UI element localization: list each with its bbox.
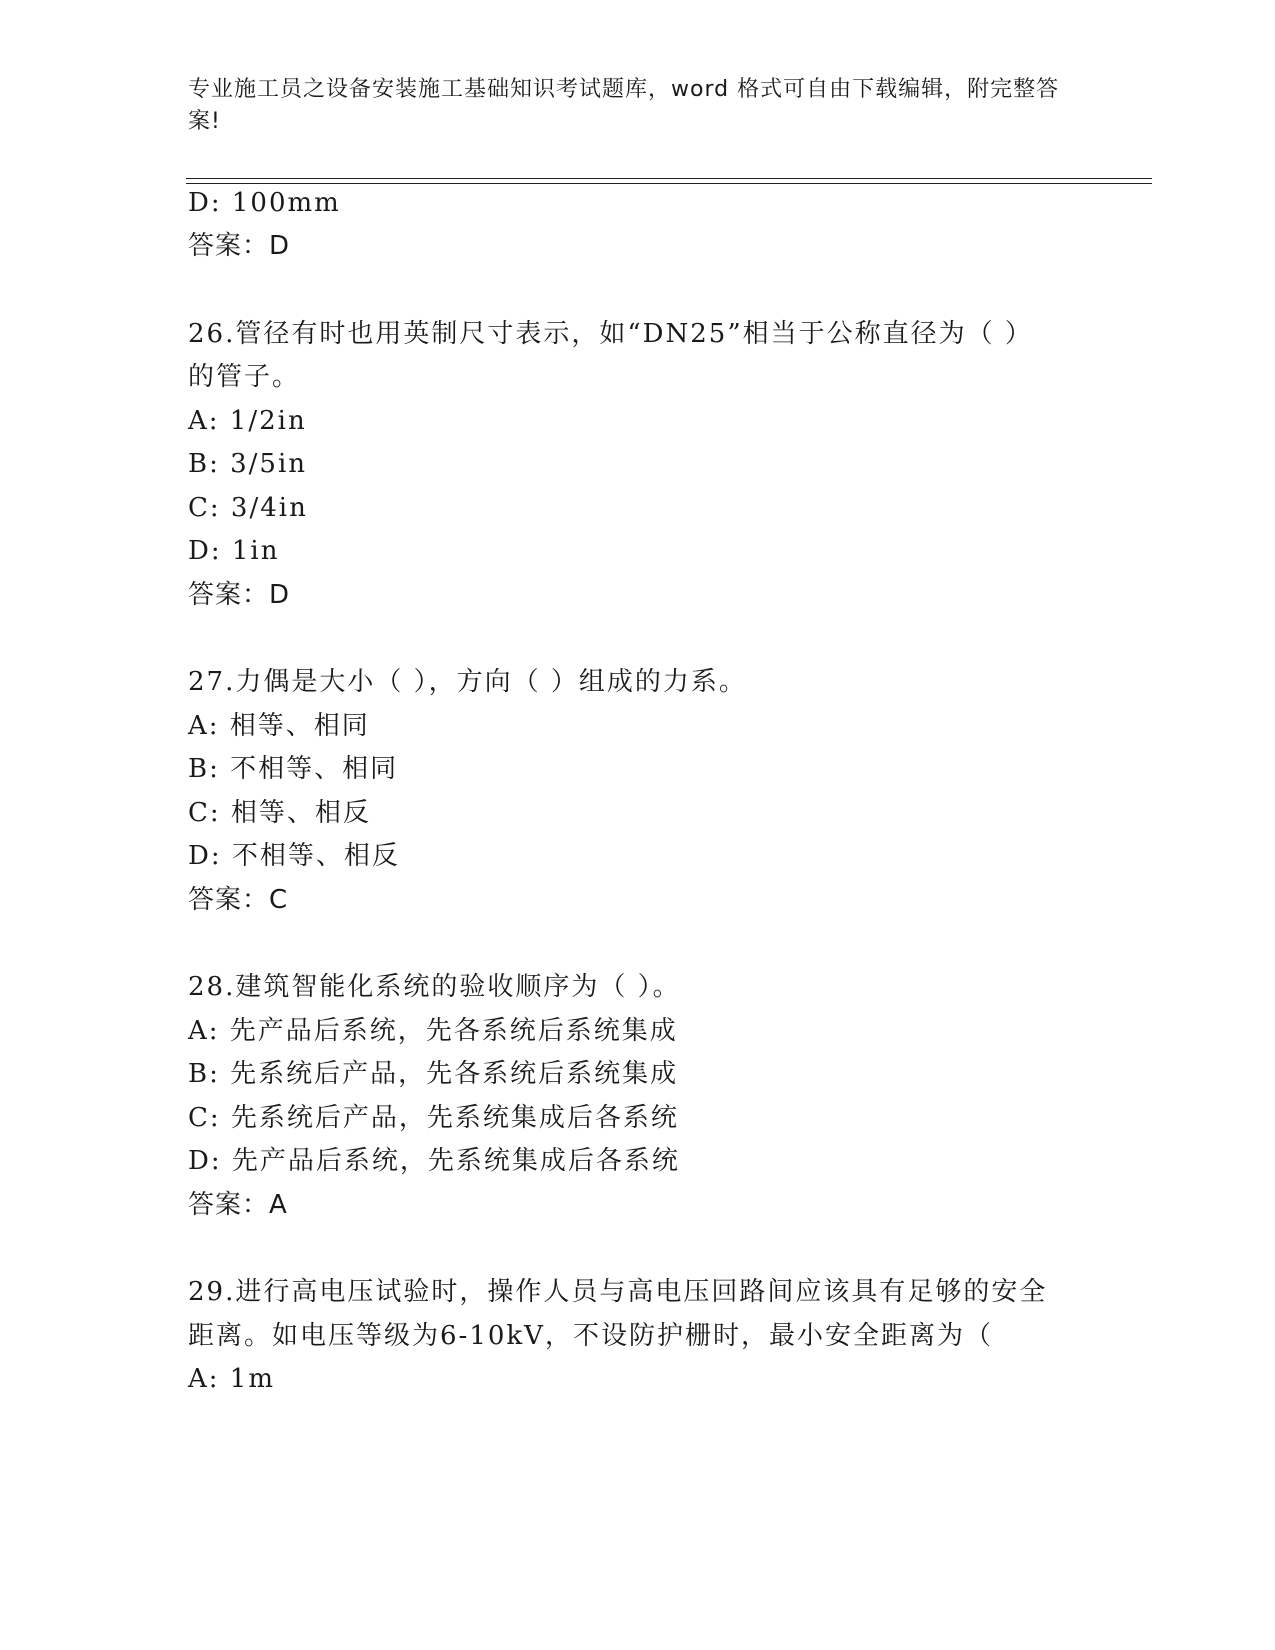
q28-option-d: D: 先产品后系统，先系统集成后各系统: [188, 1146, 680, 1176]
q27-option-a: A: 相等、相同: [188, 711, 370, 741]
q28-option-a: A: 先产品后系统，先各系统后系统集成: [188, 1016, 678, 1046]
q27-option-c: C: 相等、相反: [188, 798, 371, 828]
q28-option-b: B: 先系统后产品，先各系统后系统集成: [188, 1059, 679, 1089]
q26-option-a: A: 1/2in: [188, 406, 307, 436]
q27-answer: 答案：C: [188, 885, 289, 915]
q26-option-c: C: 3/4in: [188, 493, 308, 523]
q29-stem-line-1: 29.进行高电压试验时，操作人员与高电压回路间应该具有足够的安全: [188, 1277, 1048, 1307]
prev-option-d: D: 100mm: [188, 188, 341, 218]
q29-stem-line-2: 距离。如电压等级为6-10kV，不设防护栅时，最小安全距离为（: [188, 1321, 993, 1351]
q27-stem-line-1: 27.力偶是大小（ ），方向（ ）组成的力系。: [188, 667, 747, 697]
q27-option-b: B: 不相等、相同: [188, 754, 399, 784]
q26-option-d: D: 1in: [188, 536, 280, 566]
document-header: 专业施工员之设备安装施工基础知识考试题库，word 格式可自由下载编辑，附完整答案!: [188, 77, 1060, 134]
header-divider-top: [186, 178, 1152, 179]
prev-answer: 答案：D: [188, 231, 291, 261]
q28-option-c: C: 先系统后产品，先系统集成后各系统: [188, 1103, 679, 1133]
q26-stem-line-2: 的管子。: [188, 362, 301, 392]
q28-stem-line-1: 28.建筑智能化系统的验收顺序为（ ）。: [188, 972, 681, 1002]
q28-answer: 答案：A: [188, 1190, 288, 1220]
q27-option-d: D: 不相等、相反: [188, 841, 400, 871]
q26-stem-line-1: 26.管径有时也用英制尺寸表示，如“DN25”相当于公称直径为（ ）: [188, 319, 1033, 349]
q26-answer: 答案：D: [188, 580, 291, 610]
q29-option-a: A: 1m: [188, 1364, 275, 1394]
header-divider-bottom: [186, 183, 1152, 184]
q26-option-b: B: 3/5in: [188, 449, 308, 479]
